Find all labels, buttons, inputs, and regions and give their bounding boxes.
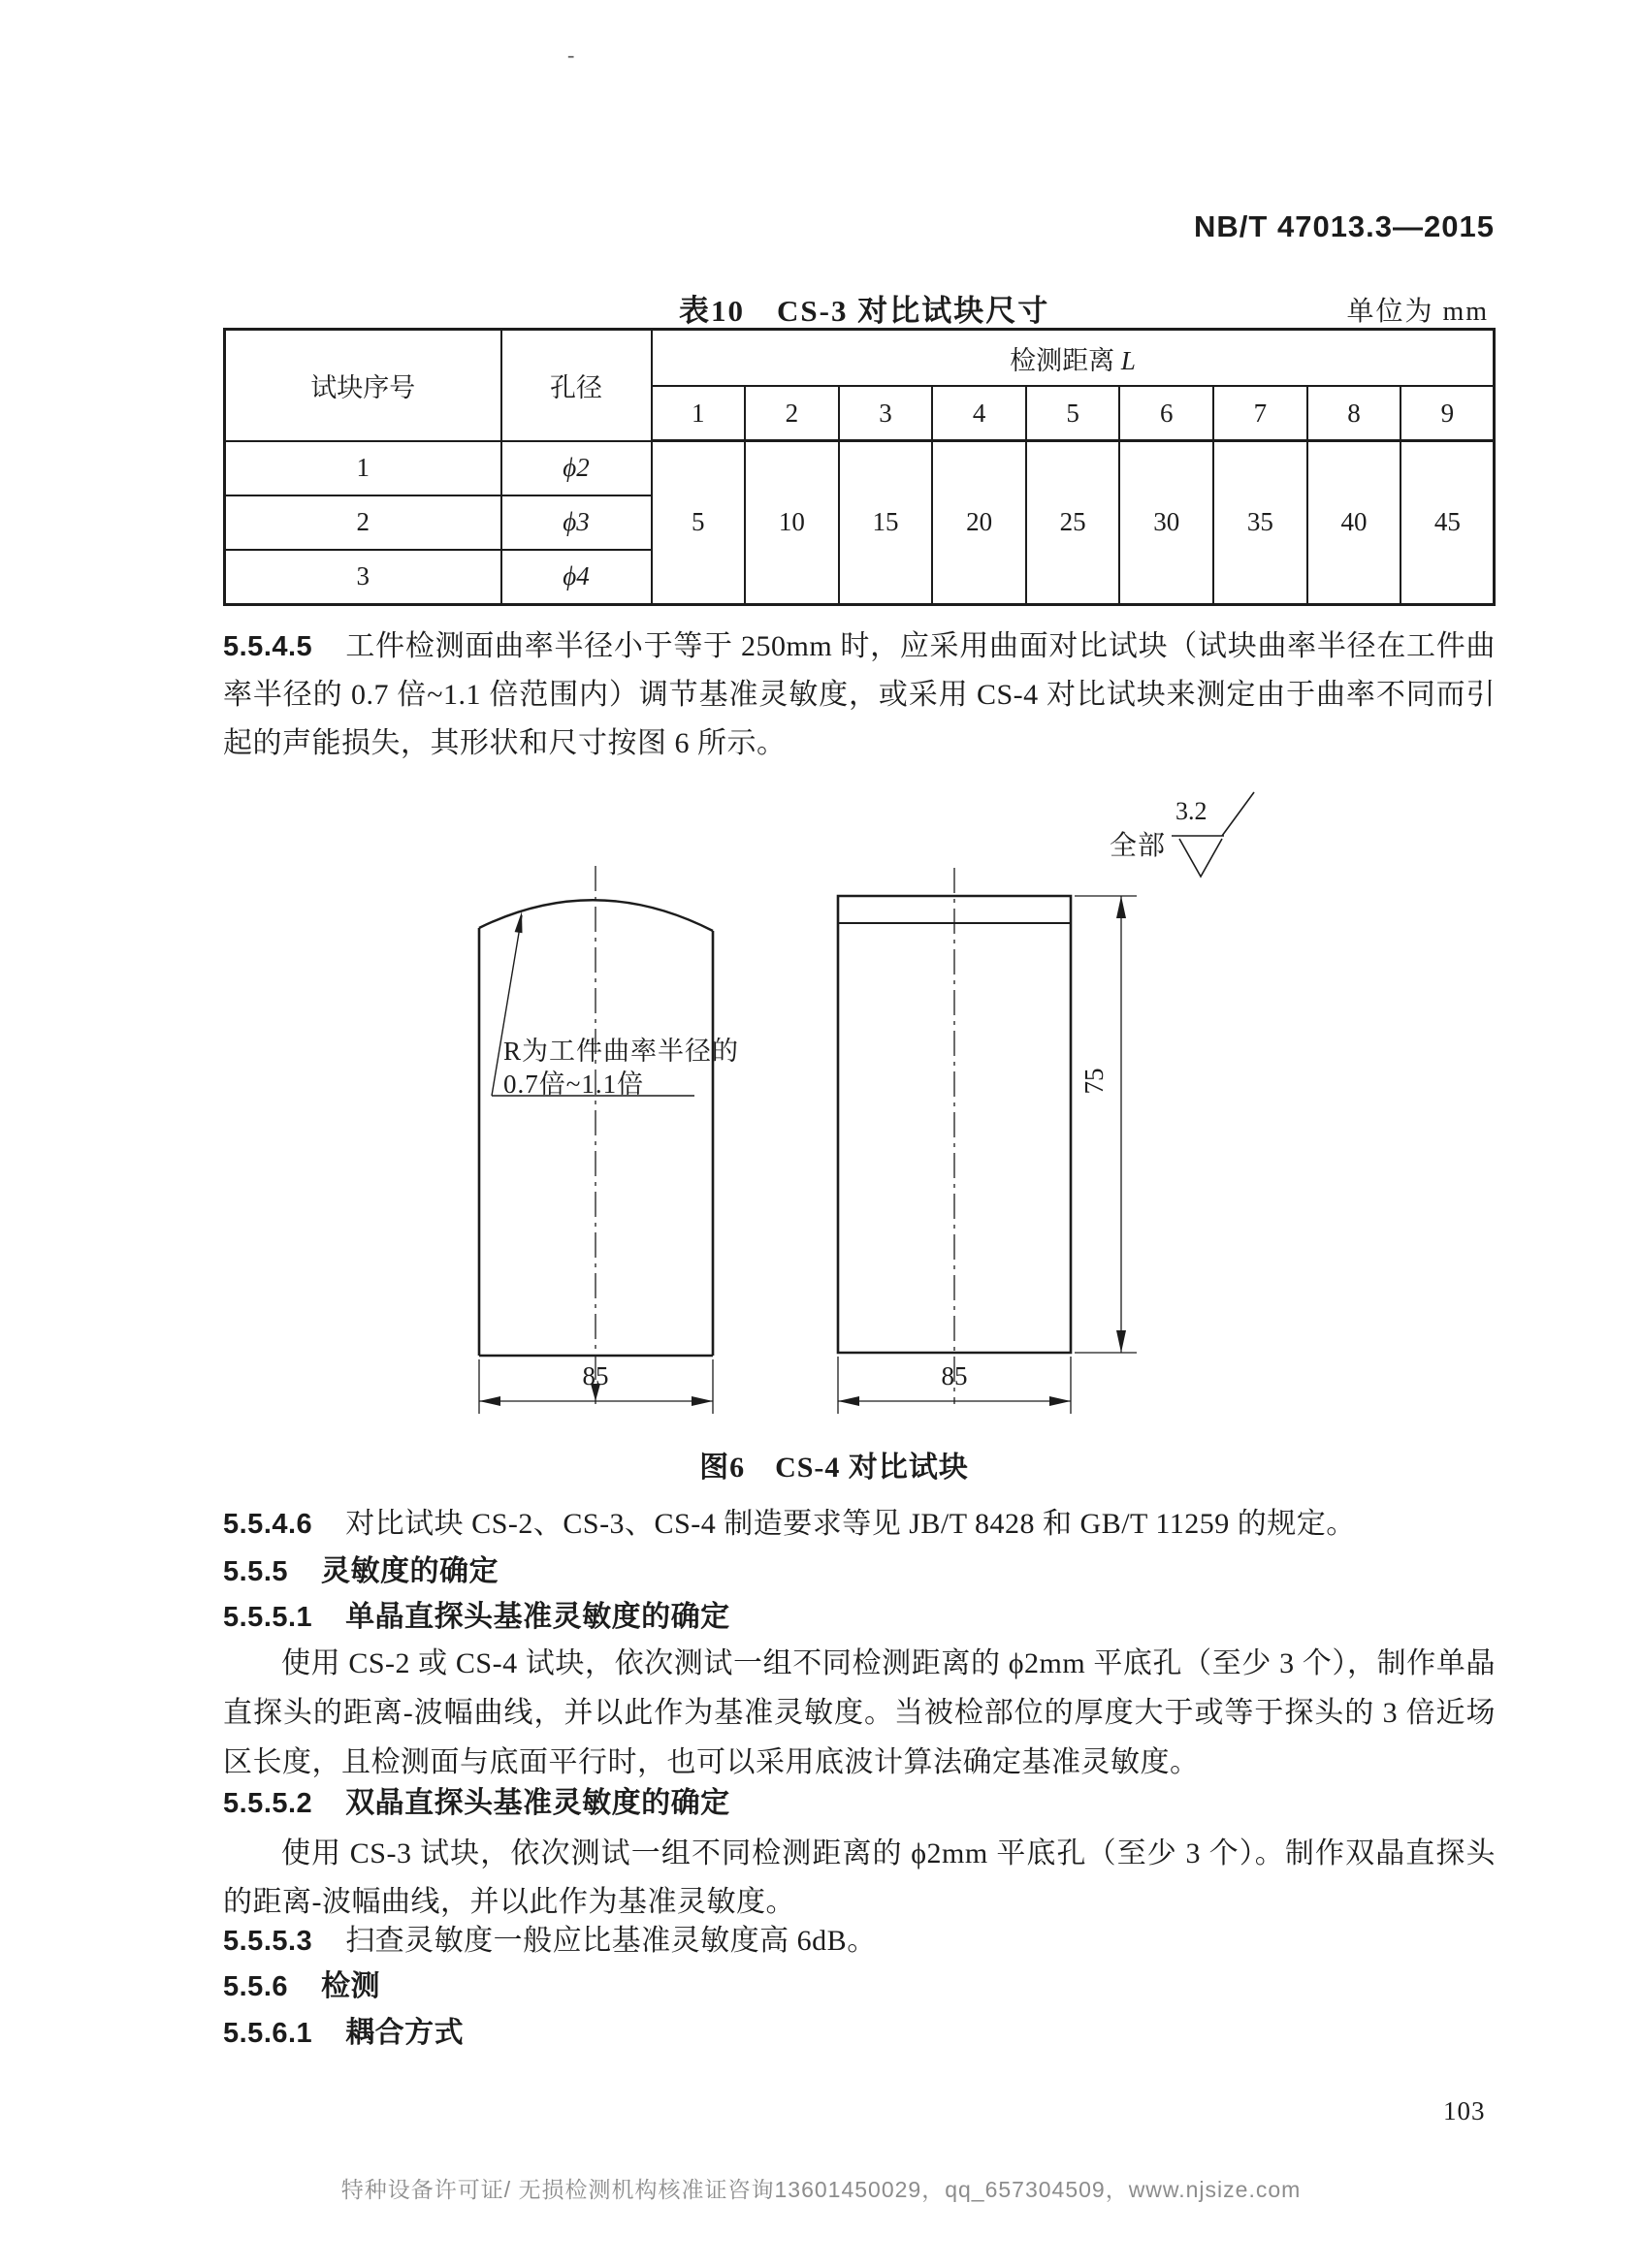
cell-distance: 45	[1401, 441, 1495, 605]
dim-label-85-right: 85	[941, 1361, 968, 1390]
heading-5-5-5-1	[223, 1593, 1496, 1642]
radius-note-line2: 0.7倍~1.1倍	[503, 1070, 645, 1099]
heading-5-5-5	[223, 1548, 1496, 1596]
col-header-dia: 孔径	[501, 330, 652, 441]
cell-seq: 2	[225, 495, 501, 550]
cell-dia: ϕ4	[501, 550, 652, 605]
cell-distance: 10	[745, 441, 839, 605]
distance-label: 检测距离	[1010, 345, 1115, 375]
left-dim-arrow-left	[479, 1396, 500, 1406]
figure-caption: 图6 CS-4 对比试块	[699, 1452, 969, 1484]
table-title: 表10 CS-3 对比试块尺寸	[679, 294, 1050, 328]
roughness-value-label: 3.2	[1175, 797, 1207, 825]
table-unit-note: 单位为 mm	[1346, 297, 1489, 327]
standard-number: NB/T 47013.3—2015	[1194, 209, 1495, 243]
clause-number: 5.5.6.1	[223, 2018, 313, 2049]
paragraph-text: 使用 CS-3 试块，依次测试一组不同检测距离的 ϕ2mm 平底孔（至少 3 个）。制作双晶直探头的距离-波幅曲线，并以此作为基准灵敏度。	[223, 1837, 1496, 1918]
cell-distance: 30	[1119, 441, 1213, 605]
heading-5-5-5-2	[223, 1779, 1496, 1828]
cell-dia: ϕ2	[501, 441, 652, 495]
clause-text: 工件检测面曲率半径小于等于 250mm 时，应采用曲面对比试块（试块曲率半径在工件曲率半径的 0.7 倍~1.1 倍范围内）调节基准灵敏度，或采用 CS-4 对比试块来测定由于曲率不同而引起的声能损失，其形状和尺寸按图 6 所示。	[223, 630, 1496, 759]
right-dim-arrow-left	[838, 1396, 859, 1406]
watermark-text: 特种设备许可证/ 无损检测机构核准证咨询13601450029，qq_657304509，www.njsize.com	[340, 2177, 1302, 2202]
heading-text: 检测	[321, 1970, 380, 2002]
clause-number: 5.5.4.5	[223, 631, 313, 662]
height-dim-extension-lines	[1075, 896, 1137, 1353]
cell-distance: 15	[839, 441, 933, 605]
clause-5-5-4-6	[223, 1500, 1496, 1549]
paragraph-text: 使用 CS-2 或 CS-4 试块，依次测试一组不同检测距离的 ϕ2mm 平底孔（至少 3 个），制作单晶直探头的距离-波幅曲线，并以此作为基准灵敏度。当被检部位的厚度大于或等于探头的 3 倍近场区长度，且检测面与底面平行时，也可以采用底波计算法确定基准灵敏度。	[223, 1647, 1496, 1778]
sub-header: 9	[1401, 386, 1495, 441]
clause-number: 5.5.4.6	[223, 1509, 313, 1540]
radius-note-line1: R为工件曲率半径的	[503, 1037, 740, 1066]
cell-distance: 20	[932, 441, 1026, 605]
cell-dia: ϕ3	[501, 495, 652, 550]
height-dim-arrow-bottom	[1116, 1330, 1126, 1353]
sub-header: 7	[1213, 386, 1307, 441]
cell-seq: 1	[225, 441, 501, 495]
sub-header: 1	[652, 386, 746, 441]
cell-seq: 3	[225, 550, 501, 605]
page-number: 103	[1443, 2096, 1486, 2125]
sub-header: 4	[932, 386, 1026, 441]
scan-artifact-dash: -	[567, 43, 575, 67]
radius-leader-arrowhead	[515, 911, 523, 933]
dim-label-85-left: 85	[582, 1361, 609, 1390]
heading-text: 双晶直探头基准灵敏度的确定	[345, 1787, 730, 1819]
clause-5-5-5-3	[223, 1917, 1496, 1965]
height-dim-arrow-top	[1116, 896, 1126, 918]
heading-text: 耦合方式	[345, 2017, 465, 2049]
paragraph-dual-probe	[223, 1830, 1496, 1927]
cell-distance: 40	[1307, 441, 1401, 605]
heading-5-5-6	[223, 1963, 1496, 2011]
clause-number: 5.5.5.1	[223, 1602, 313, 1633]
clause-text: 对比试块 CS-2、CS-3、CS-4 制造要求等见 JB/T 8428 和 GB/T 11259 的规定。	[345, 1508, 1356, 1540]
sub-header: 6	[1119, 386, 1213, 441]
clause-number: 5.5.5	[223, 1556, 288, 1587]
clause-number: 5.5.5.2	[223, 1788, 313, 1819]
cell-distance: 5	[652, 441, 746, 605]
left-dim-arrow-right	[692, 1396, 713, 1406]
sub-header: 5	[1026, 386, 1120, 441]
paragraph-single-probe	[223, 1639, 1496, 1787]
cell-distance: 25	[1026, 441, 1120, 605]
heading-text: 单晶直探头基准灵敏度的确定	[345, 1601, 730, 1633]
right-dim-arrow-right	[1049, 1396, 1071, 1406]
heading-5-5-6-1	[223, 2009, 1496, 2058]
clause-number: 5.5.6	[223, 1971, 288, 2002]
clause-number: 5.5.5.3	[223, 1926, 313, 1957]
heading-text: 灵敏度的确定	[321, 1555, 499, 1587]
sub-header: 8	[1307, 386, 1401, 441]
cell-distance: 35	[1213, 441, 1307, 605]
dim-label-75: 75	[1079, 1068, 1109, 1095]
col-header-seq: 试块序号	[225, 330, 501, 441]
sub-header: 3	[839, 386, 933, 441]
sub-header: 2	[745, 386, 839, 441]
roughness-scope-label: 全部	[1110, 831, 1167, 861]
distance-variable: L	[1120, 345, 1136, 375]
clause-text: 扫查灵敏度一般应比基准灵敏度高 6dB。	[345, 1925, 877, 1957]
